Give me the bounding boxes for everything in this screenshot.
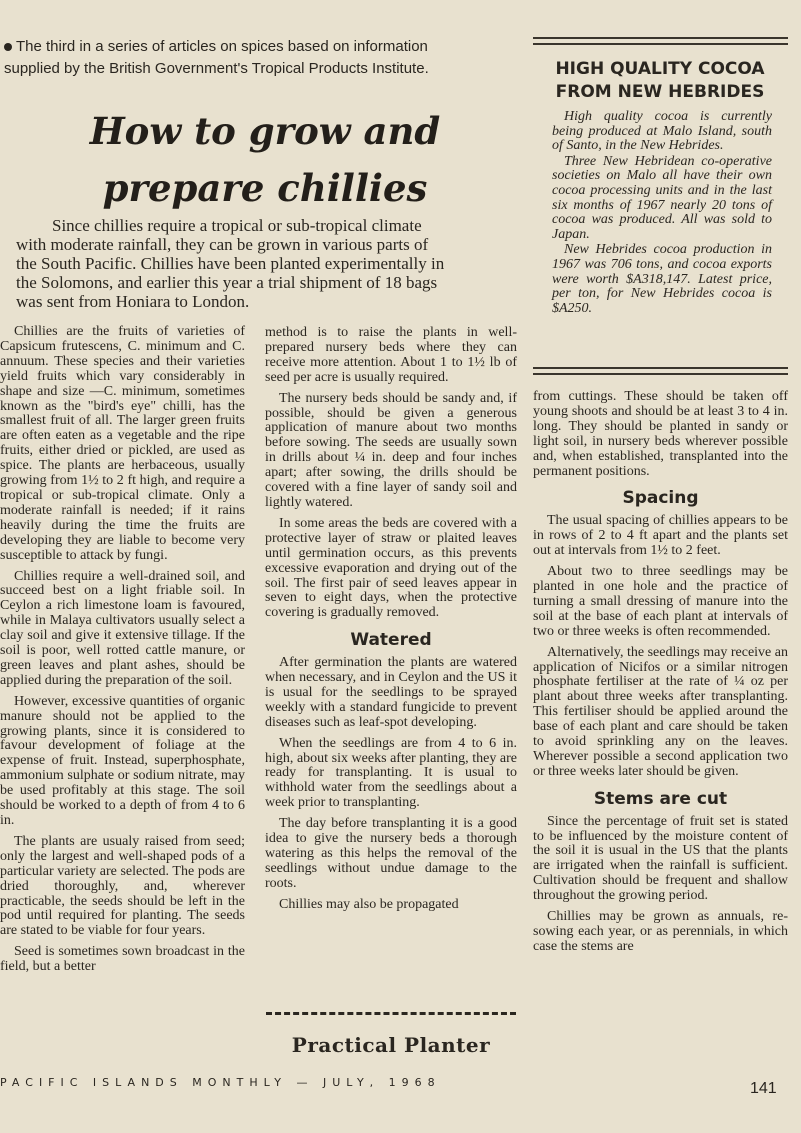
paragraph: The day before transplanting it is a good idea to give the nursery beds a thorough watering as this helps the removal of the seedlings without undue damage to the roots. <box>265 816 517 891</box>
paragraph: The nursery beds should be sandy and, if possible, should be given a generous application of manure about two months before sowing. The seeds are usually sown in drills about ¼ in. deep and four inches apart; after sowing, the drills should be covered with a fine layer of sandy soil and lightly watered. <box>265 390 517 510</box>
footer-publication: PACIFIC ISLANDS MONTHLY — JULY, 1968 <box>0 1076 441 1089</box>
paragraph: New Hebrides cocoa production in 1967 was 706 tons, and cocoa exports were worth $A318,147. Latest price, per ton, for New Hebrides cocoa is $A250. <box>552 242 772 316</box>
paragraph: from cuttings. These should be taken off young shoots and should be at least 3 to 4 in. long. They should be planted in sandy or light soil, in nursery beds wherever possible and, when established, transplanted into the permanent positions. <box>533 389 788 479</box>
article-headline <box>85 103 445 217</box>
column-b <box>265 326 517 919</box>
lead-line-3: the South Pacific. Chillies have been planted experimentally in <box>16 254 445 273</box>
sidebar-top-rule <box>533 37 788 45</box>
subhead-stems-are-cut: Stems are cut <box>593 788 728 809</box>
paragraph: Since the percentage of fruit set is stated to be influenced by the moisture content of the soil it is usual in the US that the plants are irrigated when the rainfall is sufficient. Cultivation should be frequent and shallow throughout the growing period. <box>533 813 788 904</box>
paragraph: When the seedlings are from 4 to 6 in. high, about six weeks after planting, they are ready for transplanting. It is usual to withhold water from the seedlings about a week prior to transplanting. <box>265 735 517 811</box>
bullet-icon <box>4 43 12 51</box>
column-a <box>0 325 245 981</box>
paragraph: The plants are usualy raised from seed; only the largest and well-shaped pods of a particular variety are selected. The pods are dried thoroughly, and, wherever practicable, the seeds should be left in the pod until required for planting. The seeds are stated to be viable for four years. <box>0 833 245 939</box>
intro-line-2: supplied by the British Government's Tropical Products Institute. <box>4 60 429 77</box>
subhead-spacing: Spacing <box>622 488 699 509</box>
lead-line-2: with moderate rainfall, they can be grown in various parts of <box>16 235 429 254</box>
paragraph: After germination the plants are watered when necessary, and in Ceylon and the US it is usual for the seedlings to be sprayed weekly with a standard fungicide to prevent diseases such as leaf-spot developing. <box>265 655 517 730</box>
paragraph: Chillies require a well-drained soil, and succeed best on a light friable soil. In Ceylon a rich limestone loam is favoured, while in Malaya cultivators usually select a clay soil and give it extensive tillage. If the soil is poor, well rotted cattle manure, or green leaves and plant ashes, should be applied during the preparation of the soil. <box>0 568 245 688</box>
lead-line-5: was sent from Honiara to London. <box>16 292 250 311</box>
logo-dashed-rule <box>266 1012 516 1015</box>
headline-line-1: How to grow and <box>89 109 441 153</box>
paragraph: method is to raise the plants in well-prepared nursery beds where they can receive more attention. About 1 to 1½ lb of seed per acre is usually required. <box>265 325 517 385</box>
paragraph: Alternatively, the seedlings may receive an application of Nicifos or a similar nitrogen phosphate fertiliser at the rate of ¼ oz per plant about three weeks after transplanting. This fertiliser should be applied around the base of each plant and care should be taken to avoid sprinkling any on the leaves. Wherever possible a second application two or three weeks later should be given. <box>533 644 788 779</box>
paragraph: The usual spacing of chillies appears to be in rows of 2 to 4 ft apart and the plants set out at intervals from 1½ to 2 feet. <box>533 513 788 559</box>
headline-line-2: prepare chillies <box>102 166 428 210</box>
paragraph: Chillies may also be propagated <box>279 896 459 912</box>
paragraph: High quality cocoa is currently being produced at Malo Island, south of Santo, in the New Hebrides. <box>552 109 772 154</box>
subhead-watered: Watered <box>350 630 432 651</box>
lead-line-1: Since chillies require a tropical or sub-tropical climate <box>52 216 422 235</box>
paragraph: Seed is sometimes sown broadcast in the field, but a better <box>0 944 245 975</box>
paragraph: However, excessive quantities of organic manure should not be applied to the growing plants, since it is considered to favour development of foliage at the expense of fruit. Instead, superphosphate, ammonium sulphate or sodium nitrate, may be used profitably at this stage. The soil should be worked to a depth of from 4 to 6 in. <box>0 693 245 828</box>
page-number: 141 <box>750 1080 777 1097</box>
series-intro <box>4 36 519 80</box>
lead-paragraph <box>16 216 501 311</box>
sidebar-bottom-rule <box>533 367 788 375</box>
practical-planter-logo: Practical Planter <box>291 1033 491 1057</box>
lead-line-4: the Solomons, and earlier this year a trial shipment of 18 bags <box>16 273 438 292</box>
paragraph: In some areas the beds are covered with a protective layer of straw or plaited leaves until germination occurs, as this prevents excessive evaporation and drying out of the soil. The first pair of seed leaves appear in seven to eight days, when the protective covering is gradually removed. <box>265 515 517 621</box>
paragraph: Chillies are the fruits of varieties of Capsicum frutescens, C. minimum and C. annuum. These species and their varieties yield fruits which vary considerably in shape and size —C. minimum, sometimes known as the "bird's eye" chilli, has the smallest fruit of all. The larger green fruits are often eaten as a vegetable and the ripe fruits, either dried or pickled, are used as spice. The plants are herbaceous, usually growing from 1½ to 2 ft high, and require a tropical or sub-tropical climate. Only a moderate rainfall is needed; if it rains heavily during the time the fruits are developing they are liable to become very susceptible to attack by fungi. <box>0 324 245 563</box>
sidebar-title-line-1: HIGH QUALITY COCOA <box>555 59 765 79</box>
paragraph: Chillies may be grown as annuals, re-sowing each year, or as perennials, in which case the stems are <box>533 909 788 954</box>
sidebar-body <box>552 110 772 317</box>
intro-line-1: The third in a series of articles on spices based on information <box>16 38 428 55</box>
paragraph: About two to three seedlings may be planted in one hole and the practice of turning a small dressing of manure into the soil at the base of each plant at intervals of two or three weeks is often recommended. <box>533 564 788 639</box>
column-c <box>533 390 788 961</box>
sidebar-title <box>540 58 780 104</box>
sidebar-title-line-2: FROM NEW HEBRIDES <box>555 82 765 102</box>
paragraph: Three New Hebridean co-operative societies on Malo all have their own cocoa processing units and in the last six months of 1967 nearly 20 tons of cocoa was produced. All was sold to Japan. <box>552 153 772 242</box>
